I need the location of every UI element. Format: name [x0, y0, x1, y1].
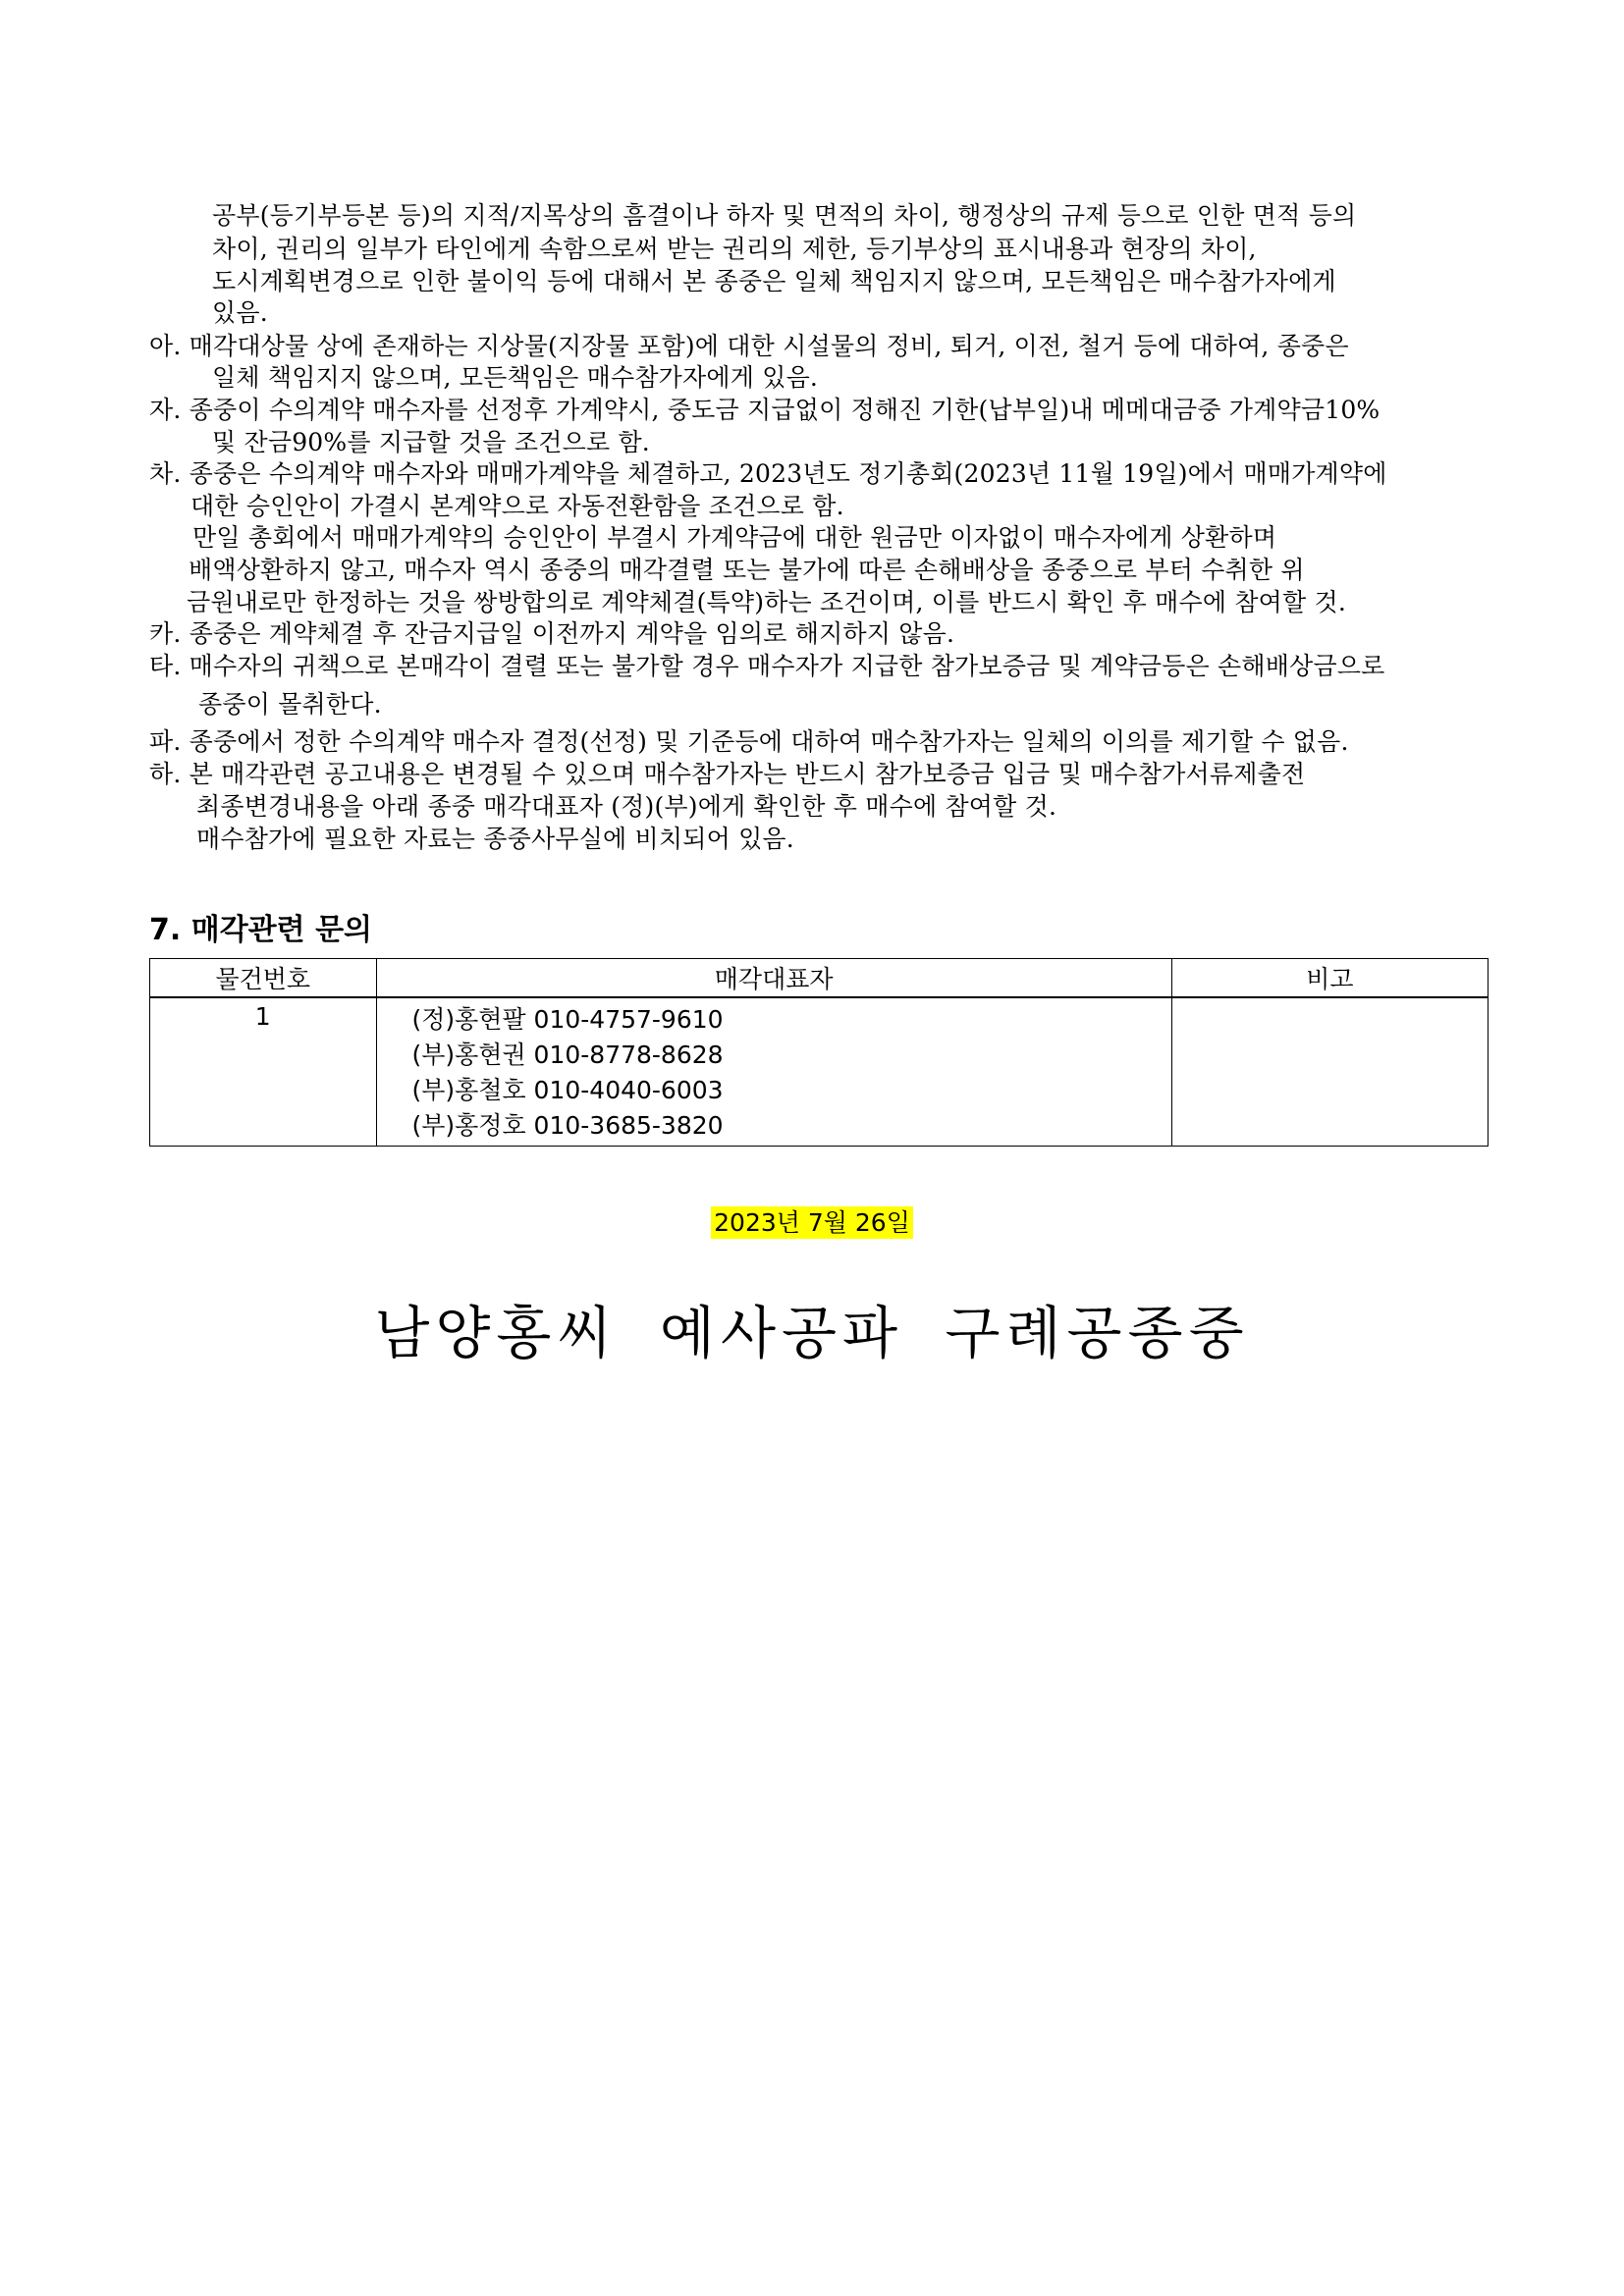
document-date: 2023년 7월 26일 — [711, 1206, 913, 1239]
clause-a-cont: 일체 책임지지 않으며, 모든책임은 매수참가자에게 있음. — [212, 363, 819, 392]
clause-ta-cont: 종중이 몰취한다. — [198, 690, 382, 719]
item-number-cell: 1 — [150, 997, 377, 1147]
clause-ha: 하. 본 매각관련 공고내용은 변경될 수 있으며 매수참가자는 반드시 참가보증금 입금 및 매수참가서류제출전 — [149, 760, 1306, 788]
body-line-4: 있음. — [212, 298, 268, 327]
clause-cha-cont-2: 만일 총회에서 매매가계약의 승인안이 부결시 가계약금에 대한 원금만 이자없이 매수자에게 상환하며 — [192, 523, 1277, 552]
representative-primary: (정)홍현팔 010-4757-9610 — [411, 1005, 724, 1034]
remarks-cell — [1171, 997, 1488, 1147]
clause-a: 아. 매각대상물 상에 존재하는 지상물(지장물 포함)에 대한 시설물의 정비, 퇴거, 이전, 철거 등에 대하여, 종중은 — [149, 332, 1349, 360]
body-line-3: 도시계획변경으로 인한 불이익 등에 대해서 본 종중은 일체 책임지지 않으며, 모든책임은 매수참가자에게 — [212, 267, 1336, 295]
clause-ja-cont: 및 잔금90%를 지급할 것을 조건으로 함. — [212, 428, 650, 456]
clause-pa: 파. 종중에서 정한 수의계약 매수자 결정(선정) 및 기준등에 대하여 매수참가자는 일체의 이의를 제기할 수 없음. — [149, 727, 1349, 756]
table-header-row — [150, 959, 1489, 998]
body-line-2: 차이, 권리의 일부가 타인에게 속함으로써 받는 권리의 제한, 등기부상의 표시내용과 현장의 차이, — [212, 235, 1257, 263]
clause-ta: 타. 매수자의 귀책으로 본매각이 결렬 또는 불가할 경우 매수자가 지급한 참가보증금 및 계약금등은 손해배상금으로 — [149, 652, 1385, 680]
date-block — [0, 1207, 1624, 1239]
clause-ha-cont-1: 최종변경내용을 아래 종중 매각대표자 (정)(부)에게 확인한 후 매수에 참여할 것. — [196, 792, 1057, 821]
clause-ja: 자. 종중이 수의계약 매수자를 선정후 가계약시, 중도금 지급없이 정해진 기한(납부일)내 메메대금중 가계약금10% — [149, 396, 1380, 424]
body-line-1: 공부(등기부등본 등)의 지적/지목상의 흠결이나 하자 및 면적의 차이, 행정상의 규제 등으로 인한 면적 등의 — [212, 201, 1357, 230]
organization-name: 남양홍씨 예사공파 구례공종중 — [374, 1300, 1250, 1366]
section-7-heading: 7. 매각관련 문의 — [149, 913, 373, 947]
clause-ha-cont-2: 매수참가에 필요한 자료는 종중사무실에 비치되어 있음. — [196, 825, 794, 853]
clause-cha-cont-4: 금원내로만 한정하는 것을 쌍방합의로 계약체결(특약)하는 조건이며, 이를 반드시 확인 후 매수에 참여할 것. — [187, 588, 1347, 616]
representative-deputy-3: (부)홍정호 010-3685-3820 — [411, 1111, 724, 1140]
header-sales-representative: 매각대표자 — [376, 959, 1171, 998]
clause-cha-cont-1: 대한 승인안이 가결시 본계약으로 자동전환함을 조건으로 함. — [190, 492, 844, 520]
clause-ka: 카. 종중은 계약체결 후 잔금지급일 이전까지 계약을 임의로 해지하지 않음. — [149, 619, 955, 648]
representatives-cell — [376, 997, 1171, 1147]
contact-table — [149, 958, 1489, 1147]
clause-cha: 차. 종중은 수의계약 매수자와 매매가계약을 체결하고, 2023년도 정기총회(2023년 11월 19일)에서 매매가계약에 — [149, 459, 1387, 488]
table-row — [150, 997, 1489, 1147]
representative-deputy-2: (부)홍철호 010-4040-6003 — [411, 1076, 724, 1104]
clause-cha-cont-3: 배액상환하지 않고, 매수자 역시 종중의 매각결렬 또는 불가에 따른 손해배상을 종중으로 부터 수취한 위 — [189, 556, 1305, 584]
header-remarks: 비고 — [1171, 959, 1488, 998]
header-item-number: 물건번호 — [150, 959, 377, 998]
representative-deputy-1: (부)홍현권 010-8778-8628 — [411, 1041, 724, 1069]
